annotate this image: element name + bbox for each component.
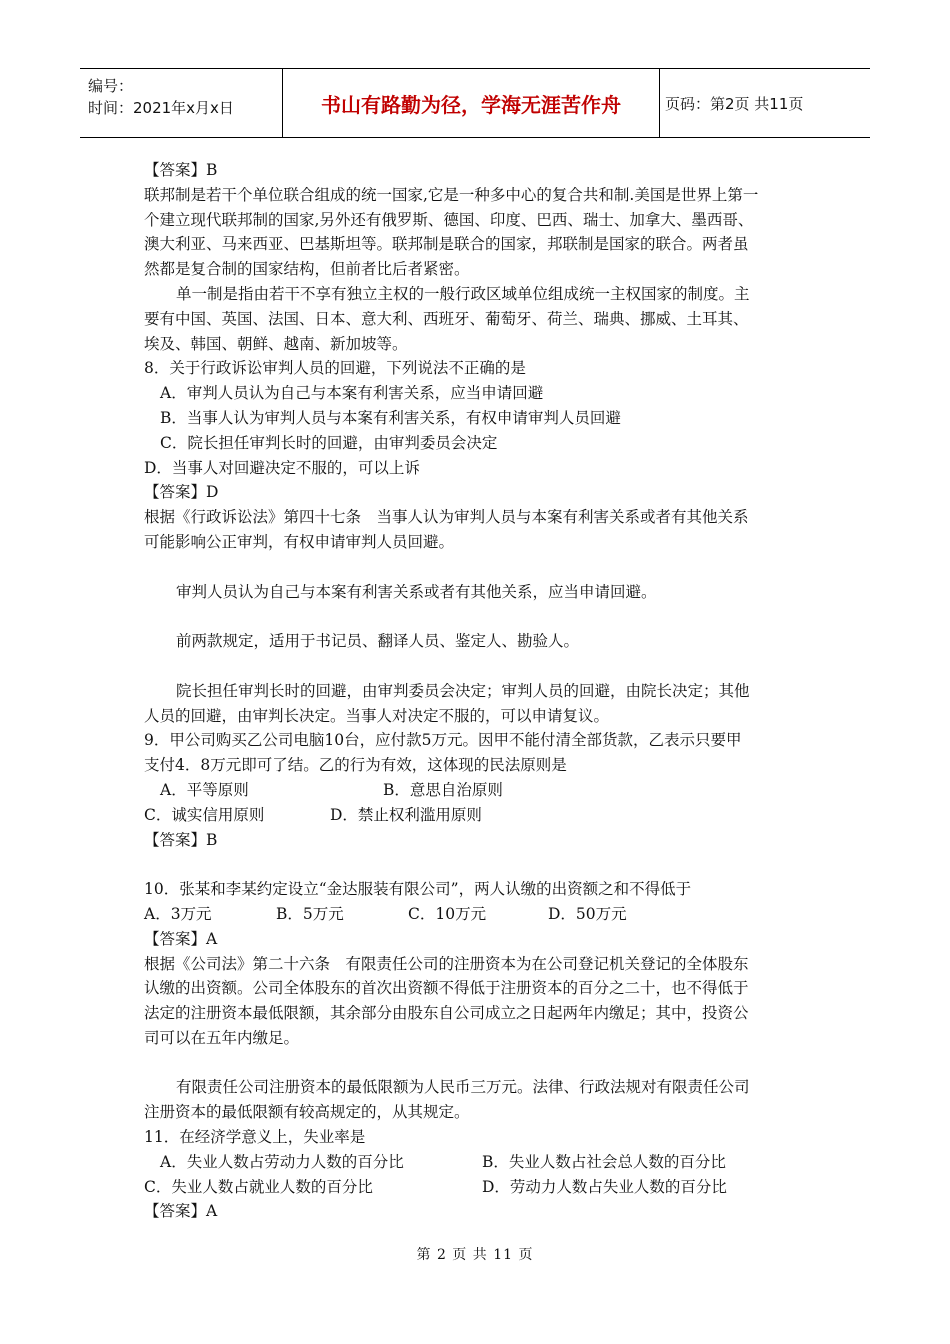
option-row [144, 1175, 808, 1200]
question-9: 9．甲公司购买乙公司电脑10台，应付款5万元。因甲不能付清全部货款，乙表示只要甲 [144, 731, 742, 750]
document-date: 时间：2021年x月x日 [88, 99, 234, 117]
option-line: A．平等原则 [160, 780, 249, 799]
option-line: A．失业人数占劳动力人数的百分比 [160, 1152, 404, 1171]
option-line: D．劳动力人数占失业人数的百分比 [482, 1177, 727, 1196]
option-line: D．禁止权利滥用原则 [330, 805, 482, 824]
option-line: C．诚实信用原则 [144, 805, 265, 824]
text-line: 法定的注册资本最低限额，其余部分由股东自公司成立之日起两年内缴足；其中，投资公 [144, 1004, 749, 1023]
option-line: C．院长担任审判长时的回避，由审判委员会决定 [160, 433, 498, 452]
header-meta [80, 69, 282, 137]
option-line: B．当事人认为审判人员与本案有利害关系，有权申请审判人员回避 [160, 408, 621, 427]
page-header [80, 68, 870, 138]
text-line: 有限责任公司注册资本的最低限额为人民币三万元。法律、行政法规对有限责任公司 [176, 1078, 750, 1097]
answer-line: 【答案】D [144, 483, 219, 502]
option-line: B．5万元 [276, 904, 344, 923]
text-line: 联邦制是若干个单位联合组成的统一国家,它是一种多中心的复合共和制.美国是世界上第一 [144, 185, 759, 204]
text-line: 审判人员认为自己与本案有利害关系或者有其他关系，应当申请回避。 [176, 582, 657, 601]
option-row [144, 902, 808, 927]
text-line: 司可以在五年内缴足。 [144, 1028, 300, 1047]
question-11: 11．在经济学意义上，失业率是 [144, 1128, 366, 1147]
text-line: 根据《行政诉讼法》第四十七条 当事人认为审判人员与本案有利害关系或者有其他关系 [144, 508, 749, 527]
text-line: 前两款规定，适用于书记员、翻译人员、鉴定人、勘验人。 [176, 632, 580, 651]
text-line: 个建立现代联邦制的国家,另外还有俄罗斯、德国、印度、巴西、瑞士、加拿大、墨西哥、 [144, 210, 754, 229]
text-line: 支付4．8万元即可了结。乙的行为有效，这体现的民法原则是 [144, 756, 567, 775]
option-line: A．审判人员认为自己与本案有利害关系，应当申请回避 [160, 384, 544, 403]
text-line: 注册资本的最低限额有较高规定的，从其规定。 [144, 1103, 470, 1122]
option-row [144, 778, 808, 803]
question-10: 10．张某和李某约定设立“金达服装有限公司”，两人认缴的出资额之和不得低于 [144, 880, 692, 899]
text-line: 澳大利亚、马来西亚、巴基斯坦等。联邦制是联合的国家，邦联制是国家的联合。两者虽 [144, 235, 749, 254]
option-line: D．50万元 [548, 904, 627, 923]
page-footer: 第 2 页 共 11 页 [416, 1247, 534, 1263]
header-page-number: 页码：第2页 共11页 [665, 94, 804, 113]
header-motto: 书山有路勤为径，学海无涯苦作舟 [282, 69, 660, 137]
text-line: 人员的回避，由审判长决定。当事人对决定不服的，可以申请复议。 [144, 706, 610, 725]
question-8: 8．关于行政诉讼审判人员的回避，下列说法不正确的是 [144, 359, 526, 378]
text-line: 根据《公司法》第二十六条 有限责任公司的注册资本为在公司登记机关登记的全体股东 [144, 954, 749, 973]
text-line: 要有中国、英国、法国、日本、意大利、西班牙、葡萄牙、荷兰、瑞典、挪威、土耳其、 [144, 309, 749, 328]
answer-line: 【答案】A [144, 929, 218, 948]
option-line: C．10万元 [408, 904, 487, 923]
option-line: A．3万元 [144, 904, 212, 923]
answer-line: 【答案】B [144, 161, 218, 179]
option-line: D．当事人对回避决定不服的，可以上诉 [144, 458, 420, 477]
option-row [144, 803, 808, 828]
option-line: C．失业人数占就业人数的百分比 [144, 1177, 373, 1196]
answer-line: 【答案】A [144, 1202, 218, 1221]
text-line: 单一制是指由若干不享有独立主权的一般行政区域单位组成统一主权国家的制度。主 [176, 284, 750, 303]
text-line: 然都是复合制的国家结构，但前者比后者紧密。 [144, 260, 470, 279]
answer-line: 【答案】B [144, 830, 218, 849]
text-line: 院长担任审判长时的回避，由审判委员会决定；审判人员的回避，由院长决定；其他 [176, 681, 750, 700]
text-line: 认缴的出资额。公司全体股东的首次出资额不得低于注册资本的百分之二十，也不得低于 [144, 979, 749, 998]
document-number: 编号： [88, 77, 134, 95]
document-body [144, 158, 808, 1224]
text-line: 埃及、韩国、朝鲜、越南、新加坡等。 [144, 334, 408, 353]
text-line: 可能影响公正审判，有权申请审判人员回避。 [144, 532, 455, 551]
option-line: B．失业人数占社会总人数的百分比 [482, 1152, 726, 1171]
option-line: B．意思自治原则 [383, 780, 503, 799]
option-row [144, 1150, 808, 1175]
